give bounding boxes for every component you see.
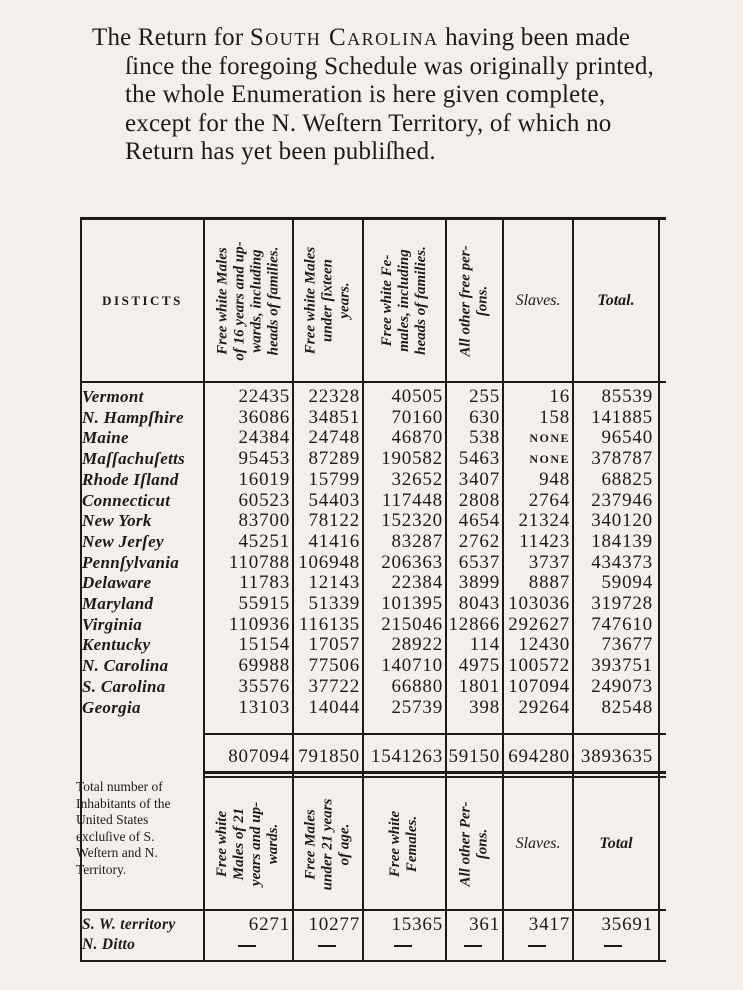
inhabitants-note: Total number of Inhabitants of the United States excluſive of S. Weſtern and N. Territory.: [76, 779, 171, 877]
cell-c6: 434373: [591, 551, 653, 573]
terr-header-col4: [447, 779, 502, 909]
empty-dash: [363, 935, 443, 956]
cell-c3: 32652: [391, 468, 443, 490]
cell-c4: 361: [469, 914, 500, 935]
table-row: [80, 511, 666, 532]
terr-header-rule: [80, 909, 666, 911]
district-name: N. Hampſhire: [82, 407, 184, 427]
table-row: [80, 532, 666, 553]
cell-c4: 8043: [458, 593, 500, 614]
terr-header-line: years and up-: [248, 801, 265, 887]
terr-header-line: Free Males: [302, 808, 319, 880]
cell-c2: 15799: [308, 468, 360, 490]
terr-header-line: under 21 years: [319, 798, 336, 890]
cell-c6: 59094: [601, 572, 653, 594]
cell-c3: 70160: [391, 406, 443, 428]
header-col2-line: Free white Males: [302, 246, 319, 355]
cell-c1: 83700: [238, 510, 290, 532]
cell-c6: 35691: [601, 914, 653, 935]
table-row: [80, 491, 666, 512]
cell-c4: 4654: [458, 510, 500, 532]
table-row: [80, 615, 666, 636]
cell-c2: 34851: [308, 406, 360, 428]
cell-c4: 3407: [458, 468, 500, 490]
table-row: [80, 387, 666, 408]
header-col4-line: All other free per-: [457, 244, 474, 357]
header-col1-line: wards, including: [248, 248, 265, 353]
cell-c2: 24748: [308, 427, 360, 449]
terr-header-col3: [364, 779, 445, 909]
table-row: [80, 635, 666, 656]
territory-name: S. W. territory: [82, 916, 176, 933]
cell-c6: 82548: [601, 696, 653, 718]
cell-c2: 77506: [308, 655, 360, 677]
terr-slaves-label: Slaves.: [515, 835, 561, 852]
cell-c3: 15365: [391, 914, 443, 935]
district-name: Georgia: [82, 697, 141, 717]
cell-c1: 110788: [228, 551, 290, 573]
cell-c1: 15154: [238, 634, 290, 656]
cell-c5: NONE: [529, 431, 570, 446]
empty-dash: [573, 935, 653, 956]
cell-c6: 237946: [591, 489, 653, 511]
cell-c5: 103036: [508, 593, 570, 614]
intro-line1-a: The Return for: [92, 24, 250, 51]
cell-c5: 3737: [528, 551, 570, 573]
cell-c4: 398: [469, 696, 500, 718]
total-c6: 3893635: [580, 746, 653, 767]
cell-c3: 140710: [381, 655, 443, 677]
cell-c5: 107094: [508, 675, 570, 697]
cell-c6: 393751: [591, 655, 653, 677]
cell-c5: 11423: [519, 530, 570, 552]
cell-c2: 12143: [308, 572, 360, 594]
terr-header-line: Males of 21: [231, 807, 248, 881]
cell-c6: 184139: [591, 530, 653, 552]
cell-c5: 158: [539, 406, 570, 428]
cell-c4: 4975: [458, 655, 500, 677]
territory-name: N. Ditto: [82, 936, 136, 953]
terr-header-line: ſons.: [474, 828, 491, 860]
table-row: [80, 594, 666, 615]
terr-header-line: of age.: [336, 823, 353, 865]
empty-dash: [503, 935, 570, 956]
empty-dash: [204, 935, 290, 956]
cell-c1: 55915: [238, 593, 290, 614]
totals-double-rule: [203, 771, 666, 774]
table-row: [80, 656, 666, 677]
header-col1-line: heads of families.: [265, 246, 282, 355]
total-c2: 791850: [298, 746, 360, 767]
cell-c6: 141885: [591, 406, 653, 428]
cell-c4: 12866: [448, 613, 500, 635]
total-c5: 694280: [508, 746, 570, 767]
empty-dash: [293, 935, 360, 956]
header-col4: [447, 220, 502, 381]
district-name: Maryland: [82, 594, 154, 613]
cell-c3: 46870: [391, 427, 443, 449]
terr-header-col1: [205, 779, 292, 909]
cell-c6: 68825: [601, 468, 653, 490]
terr-total-label: Total: [599, 835, 633, 852]
table-row: [80, 470, 666, 491]
cell-c6: 73677: [601, 634, 653, 656]
header-col1-line: of 16 years and up-: [231, 240, 248, 361]
cell-c4: 114: [469, 634, 500, 656]
total-label: Total.: [597, 291, 635, 309]
terr-header-line: wards.: [265, 823, 282, 865]
cell-c5: 12430: [518, 634, 570, 656]
district-name: Delaware: [82, 573, 152, 593]
cell-c4: 2808: [458, 489, 500, 511]
cell-c2: 10277: [308, 914, 360, 935]
total-c1: 807094: [228, 746, 290, 767]
district-name: Virginia: [82, 614, 143, 634]
totals-double-rule-2: [203, 776, 666, 778]
cell-c4: 255: [469, 386, 500, 407]
totals-row: [80, 747, 666, 768]
cell-c3: 117448: [381, 489, 443, 511]
cell-c5: 3417: [528, 914, 570, 935]
cell-c1: 24384: [238, 427, 290, 449]
terr-header-line: Free white: [387, 810, 404, 878]
cell-c6: 747610: [591, 613, 653, 635]
cell-c4: 1801: [458, 675, 500, 697]
cell-c5: NONE: [529, 452, 570, 467]
cell-c5: 29264: [518, 696, 570, 718]
district-name: N. Carolina: [82, 656, 169, 676]
district-name: New York: [82, 511, 152, 531]
cell-c5: 2764: [528, 489, 570, 511]
header-total: [574, 220, 658, 381]
total-c3: 1541263: [370, 746, 443, 767]
district-name: Connecticut: [82, 490, 171, 510]
cell-c6: 378787: [591, 448, 653, 470]
cell-c3: 190582: [381, 448, 443, 470]
district-name: Vermont: [82, 387, 144, 406]
cell-c1: 95453: [238, 448, 290, 470]
districts-label: DISTICTS: [102, 292, 183, 308]
cell-c2: 106948: [298, 551, 360, 573]
cell-c2: 14044: [308, 696, 360, 718]
table-row: [80, 573, 666, 594]
cell-c3: 28922: [391, 634, 443, 656]
cell-c5: 100572: [508, 655, 570, 677]
header-col3-line: males, including: [396, 249, 412, 352]
cell-c3: 22384: [391, 572, 443, 594]
cell-c5: 21324: [518, 510, 570, 532]
table-row: [80, 408, 666, 429]
cell-c3: 66880: [391, 675, 443, 697]
cell-c1: 36086: [238, 406, 290, 428]
cell-c1: 22435: [238, 386, 290, 407]
cell-c1: 69988: [238, 655, 290, 677]
totals-upper-rule: [203, 733, 666, 735]
terr-header-col2: [294, 779, 362, 909]
cell-c6: 319728: [591, 593, 653, 614]
cell-c5: 292627: [508, 613, 570, 635]
cell-c1: 13103: [238, 696, 290, 718]
header-col3-line: heads of families.: [413, 246, 429, 355]
cell-c2: 17057: [308, 634, 360, 656]
cell-c4: 630: [469, 406, 500, 428]
cell-c2: 87289: [308, 448, 360, 470]
cell-c1: 60523: [238, 489, 290, 511]
cell-c3: 206363: [381, 551, 443, 573]
cell-c4: 538: [469, 427, 500, 449]
cell-c3: 152320: [381, 510, 443, 532]
table-row: [80, 553, 666, 574]
intro-line1-b: having: [438, 24, 515, 51]
table-bottom-rule: [80, 960, 666, 962]
cell-c1: 6271: [248, 914, 290, 935]
cell-c1: 45251: [238, 530, 290, 552]
cell-c1: 110936: [228, 613, 290, 635]
header-col3: [364, 220, 445, 381]
cell-c3: 25739: [391, 696, 443, 718]
intro-state-name: South Carolina: [249, 24, 439, 51]
cell-c3: 215046: [381, 613, 443, 635]
cell-c2: 51339: [308, 593, 360, 614]
slaves-label: Slaves.: [515, 291, 561, 309]
cell-c6: 249073: [591, 675, 653, 697]
empty-dash: [446, 935, 500, 956]
cell-c2: 54403: [308, 489, 360, 511]
cell-c5: 8887: [528, 572, 570, 594]
terr-header-line: All other Per-: [457, 801, 474, 887]
territory-row: [80, 915, 666, 936]
cell-c3: 83287: [391, 530, 443, 552]
header-slaves: [504, 220, 572, 381]
cell-c6: 96540: [601, 427, 653, 449]
terr-header-line: Free white: [214, 810, 231, 878]
header-col2: [294, 220, 362, 381]
district-name: Kentucky: [82, 635, 151, 655]
intro-paragraph: [92, 24, 672, 167]
cell-c1: 11783: [239, 572, 290, 594]
cell-c5: 16: [549, 386, 570, 407]
total-c4: 59150: [448, 746, 500, 767]
cell-c2: 116135: [298, 613, 360, 635]
cell-c2: 22328: [308, 386, 360, 407]
cell-c1: 16019: [238, 468, 290, 490]
header-rule: [80, 381, 666, 383]
cell-c4: 6537: [458, 551, 500, 573]
census-table: [76, 217, 666, 967]
cell-c2: 78122: [308, 510, 360, 532]
district-name: New Jerſey: [82, 531, 164, 551]
cell-c4: 5463: [458, 448, 500, 470]
cell-c3: 101395: [381, 593, 443, 614]
header-col2-line: years.: [336, 282, 353, 319]
district-name: Rhode Iſland: [82, 469, 179, 489]
cell-c5: 948: [539, 468, 570, 490]
cell-c6: 85539: [601, 386, 653, 407]
table-row: [80, 698, 666, 719]
header-col2-line: under ſixteen: [319, 259, 336, 342]
cell-c2: 41416: [308, 530, 360, 552]
territory-row: [80, 935, 666, 956]
table-row: [80, 428, 666, 449]
table-row: [80, 677, 666, 698]
header-col1: [205, 220, 292, 381]
district-name: Maine: [82, 428, 129, 448]
terr-header-line: Females.: [404, 815, 421, 873]
terr-header-slaves: [504, 779, 572, 909]
cell-c3: 40505: [391, 386, 443, 407]
district-name: Pennſylvania: [82, 552, 180, 572]
cell-c4: 3899: [458, 572, 500, 594]
district-name: Maſſachuſetts: [82, 449, 186, 469]
header-districts: [82, 220, 203, 381]
terr-header-total: [574, 779, 658, 909]
cell-c2: 37722: [308, 675, 360, 697]
district-name: S. Carolina: [82, 676, 166, 696]
cell-c1: 35576: [238, 675, 290, 697]
header-col1-line: Free white Males: [214, 246, 231, 355]
intro-rest: been made ſince the foregoing Schedule was originally printed, the whole Enumeration is here given complete, except for the N. Weſtern Territory, of which no Return has yet been publiſhed.: [125, 24, 655, 165]
header-col4-line: ſons.: [474, 285, 491, 316]
header-col3-line: Free white Fe-: [379, 254, 395, 347]
cell-c6: 340120: [591, 510, 653, 532]
table-row: [80, 449, 666, 470]
cell-c4: 2762: [458, 530, 500, 552]
